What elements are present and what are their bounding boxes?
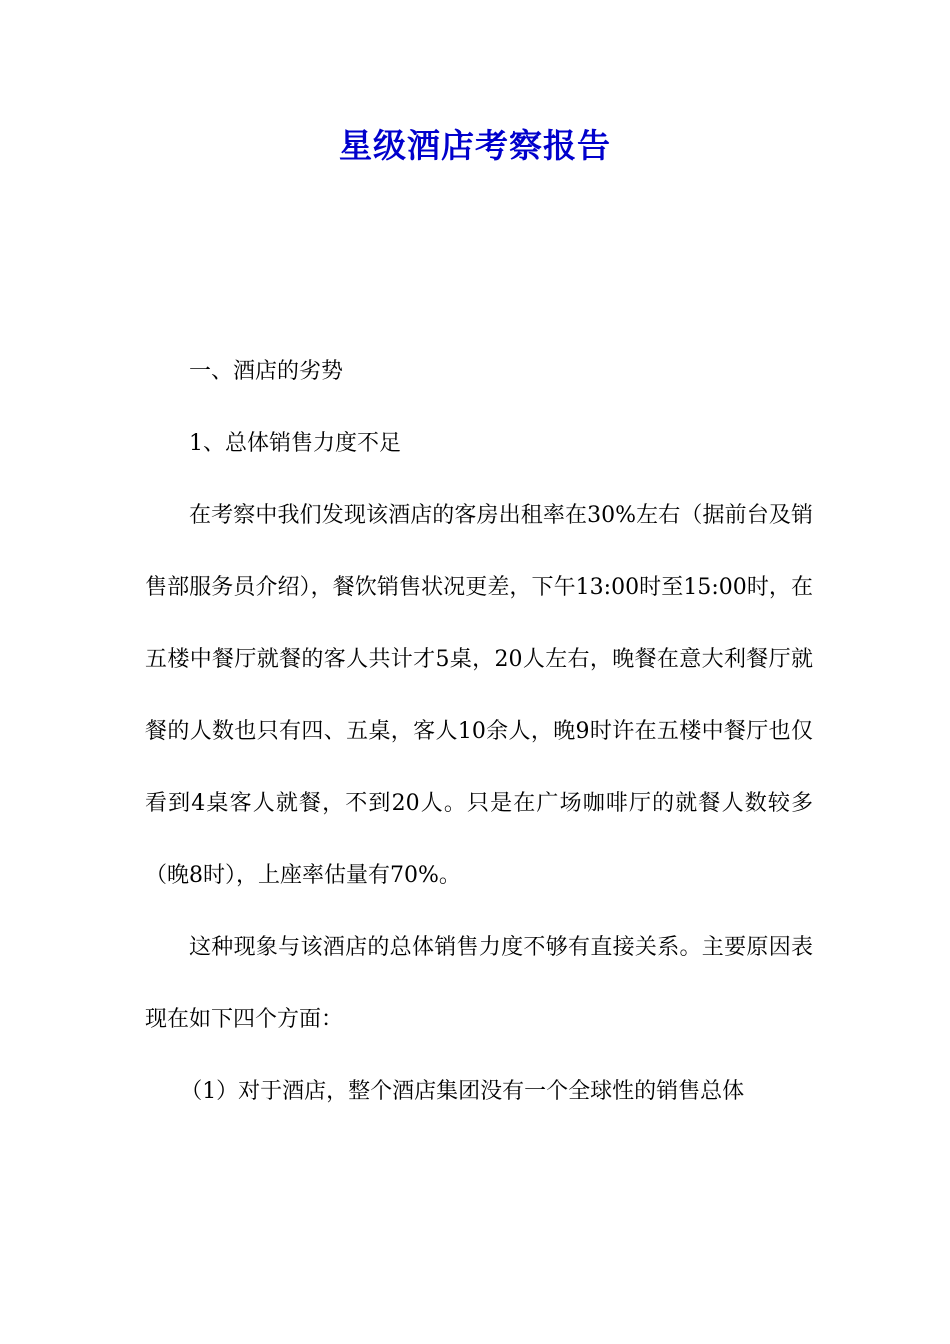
document-body (145, 336, 813, 1128)
body-paragraph: 在考察中我们发现该酒店的客房出租率在30%左右（据前台及销售部服务员介绍），餐饮销售状况更差，下午13:00时至15:00时，在五楼中餐厅就餐的客人共计才5桌，20人左右，晚餐在意大利餐厅就餐的人数也只有四、五桌，客人10余人，晚9时许在五楼中餐厅也仅看到4桌客人就餐，不到20人。只是在广场咖啡厅的就餐人数较多（晚8时），上座率估量有70%。 (145, 503, 813, 888)
section-heading: 一、酒店的劣势 (189, 359, 344, 384)
subsection-heading: 1、总体销售力度不足 (189, 431, 401, 456)
document-title: 星级酒店考察报告 (339, 126, 611, 165)
list-item-paragraph: （1）对于酒店，整个酒店集团没有一个全球性的销售总体 (180, 1079, 745, 1104)
body-paragraph: 这种现象与该酒店的总体销售力度不够有直接关系。主要原因表现在如下四个方面： (145, 935, 813, 1032)
